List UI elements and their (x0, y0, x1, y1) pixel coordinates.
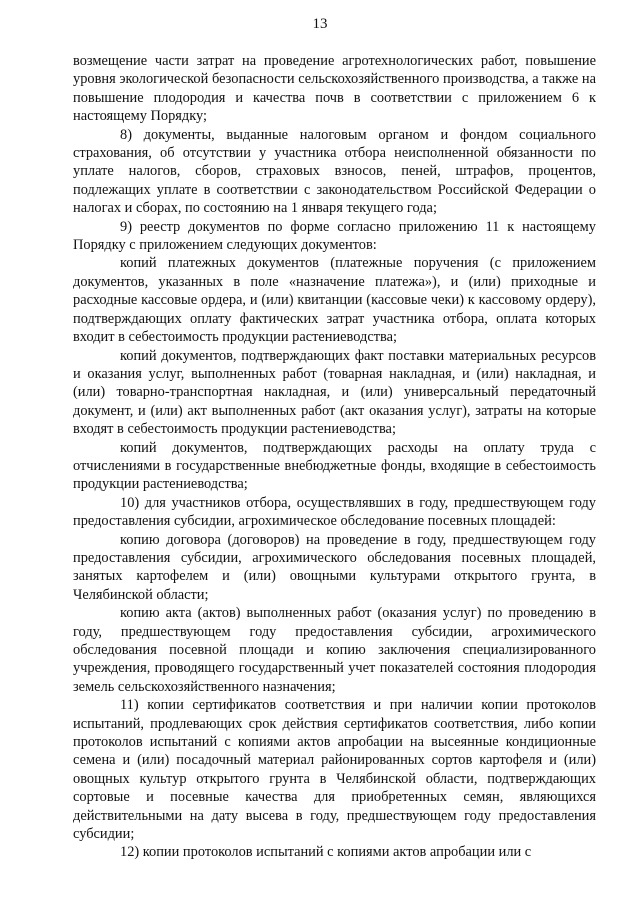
paragraph-item-11: 11) копии сертификатов соответствия и при наличии копии протоколов испытаний, продлевающих срок действия сертификатов соответствия, либо копии протоколов испытаний с копиями актов апробации на высеянные кондиционные семена и (или) посадочный материал районированных сортов картофеля и (или) овощных культур открытого грунта в Челябинской области, подтверждающих сортовые и посевные качества для приобретенных семян, являющихся действительными на дату высева в году, предшествующем году предоставления субсидии; (73, 697, 596, 843)
paragraph-item-10: 10) для участников отбора, осуществлявших в году, предшествующем году предоставления субсидии, агрохимическое обследование посевных площадей: (73, 494, 596, 530)
paragraph-item-8: 8) документы, выданные налоговым органом и фондом социального страхования, об отсутствии у участника отбора неисполненной обязанности по уплате налогов, сборов, страховых взносов, пеней, штрафов, процентов, подлежащих уплате в соответствии с законодательством Российской Федерации о налогах и сборах, по состоянию на 1 января текущего года; (73, 126, 596, 217)
paragraph-labor-documents: копий документов, подтверждающих расходы на оплату труда с отчислениями в государственные внебюджетные фонды, входящие в себестоимость продукции растениеводства; (73, 439, 596, 493)
paragraph-contract-copy: копию договора (договоров) на проведение в году, предшествующем году предоставления субсидии, агрохимического обследования посевных площадей, занятых картофелем и (или) овощными культурами открытого грунта, в Челябинской области; (73, 531, 596, 603)
paragraph-item-9: 9) реестр документов по форме согласно приложению 11 к настоящему Порядку с приложением следующих документов: (73, 218, 596, 254)
paragraph-act-copy: копию акта (актов) выполненных работ (оказания услуг) по проведению в году, предшествующем году предоставления субсидии, агрохимического обследования посевной площади и копию заключения специализированного учреждения, проводящего государственный учет показателей состояния плодородия земель сельскохозяйственного назначения; (73, 605, 596, 695)
paragraph-continuation: возмещение части затрат на проведение агротехнологических работ, повышение уровня экологической безопасности сельскохозяйственного производства, а также на повышение плодородия и качества почв в соответствии с приложением 6 к настоящему Порядку; (73, 53, 596, 125)
paragraph-payment-documents: копий платежных документов (платежные поручения (с приложением документов, указанных в поле «назначение платежа»), и (или) приходные и расходные кассовые ордера, и (или) квитанции (кассовые чеки) к кассовому ордеру), подтверждающих оплату фактических затрат участника отбора, оплата которых входит в себестоимость продукции растениеводства; (73, 255, 596, 346)
page-number: 13 (312, 16, 328, 32)
paragraph-supply-documents: копий документов, подтверждающих факт поставки материальных ресурсов и оказания услуг, выполненных работ (товарная накладная, и (или) накладная, и (или) товарно-транспортная накладная, и (или) универсальный передаточный документ, и (или) акт выполненных работ (акт оказания услуг), затраты на которые входят в себестоимость продукции растениеводства; (73, 347, 596, 438)
paragraph-item-12: 12) копии протоколов испытаний с копиями актов апробации или с (120, 844, 532, 861)
document-body (73, 52, 596, 862)
